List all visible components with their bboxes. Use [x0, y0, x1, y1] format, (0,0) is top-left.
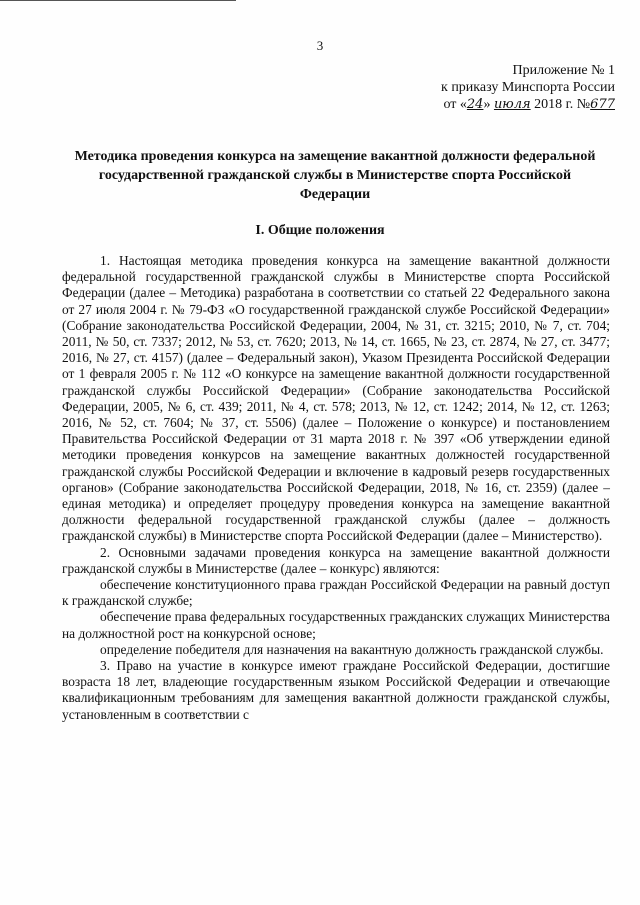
appendix-order-ref: к приказу Минспорта России: [441, 80, 615, 95]
body-text: [62, 253, 610, 723]
handwritten-day: 24: [466, 97, 484, 112]
appendix-header: [400, 62, 615, 113]
handwritten-month: июля: [493, 97, 531, 112]
document-title: Методика проведения конкурса на замещение вакантной должности федеральной государственной гражданской службы в Министерстве спорта Российской Федерации: [74, 149, 596, 202]
date-quote-close: »: [483, 97, 491, 112]
paragraph-2-item-2: обеспечение права федеральных государственных гражданских служащих Министерства на должностной рост на конкурсной основе;: [62, 609, 610, 641]
top-edge-rule: [0, 0, 236, 1]
section-heading: I. Общие положения: [255, 223, 385, 238]
date-year: 2018 г. №: [534, 97, 591, 112]
appendix-label: Приложение № 1: [512, 63, 615, 78]
paragraph-3: 3. Право на участие в конкурсе имеют граждане Российской Федерации, достигшие возраста 18 лет, владеющие государственным языком Российской Федерации и отвечающие квалификационным требованиям для замещения вакантной должности гражданской службы, установленным в соответствии с: [62, 658, 610, 722]
paragraph-1: 1. Настоящая методика проведения конкурса на замещение вакантной должности федеральной государственной гражданской службы в Министерстве спорта Российской Федерации (далее – Методика) разработана в соответствии со статьей 22 Федерального закона от 27 июля 2004 г. № 79-ФЗ «О государственной гражданской службе Российской Федерации» (Собрание законодательства Российской Федерации, 2004, № 31, ст. 3215; 2010, № 7, ст. 704; 2011, № 50, ст. 7337; 2012, № 53, ст. 7620; 2013, № 14, ст. 1665, № 23, ст. 2874, № 27, ст. 3477; 2016, № 27, ст. 4157) (далее – Федеральный закон), Указом Президента Российской Федерации от 1 февраля 2005 г. № 112 «О конкурсе на замещение вакантной должности государственной гражданской службы Российской Федерации» (Собрание законодательства Российской Федерации, 2005, № 6, ст. 439; 2011, № 4, ст. 578; 2013, № 12, ст. 1242; 2014, № 12, ст. 1263; 2016, № 52, ст. 7604; № 37, ст. 5506) (далее – Положение о конкурсе) и постановлением Правительства Российской Федерации от 31 марта 2018 г. № 397 «Об утверждении единой методики проведения конкурсов на замещение вакантных должностей государственной гражданской службы Российской Федерации и включение в кадровый резерв государственных органов» (Собрание законодательства Российской Федерации, 2018, № 16, ст. 2359) (далее – единая методика) и определяет процедуру проведения конкурса на замещение вакантной должности федеральной государственной гражданской службы (далее – должность гражданской службы) в Министерстве спорта Российской Федерации (далее – Министерство).: [62, 253, 610, 544]
appendix-date-line: [400, 96, 615, 113]
page-number: 3: [316, 38, 324, 53]
paragraph-2-item-1: обеспечение конституционного права граждан Российской Федерации на равный доступ к гражданской службе;: [62, 577, 610, 609]
paragraph-2-item-3: определение победителя для назначения на вакантную должность гражданской службы.: [100, 641, 604, 657]
handwritten-order-number: 677: [590, 97, 615, 112]
paragraph-2: 2. Основными задачами проведения конкурса на замещение вакантной должности гражданской службы в Министерстве (далее – конкурс) являются:: [62, 544, 610, 576]
date-prefix: от «: [443, 97, 467, 112]
